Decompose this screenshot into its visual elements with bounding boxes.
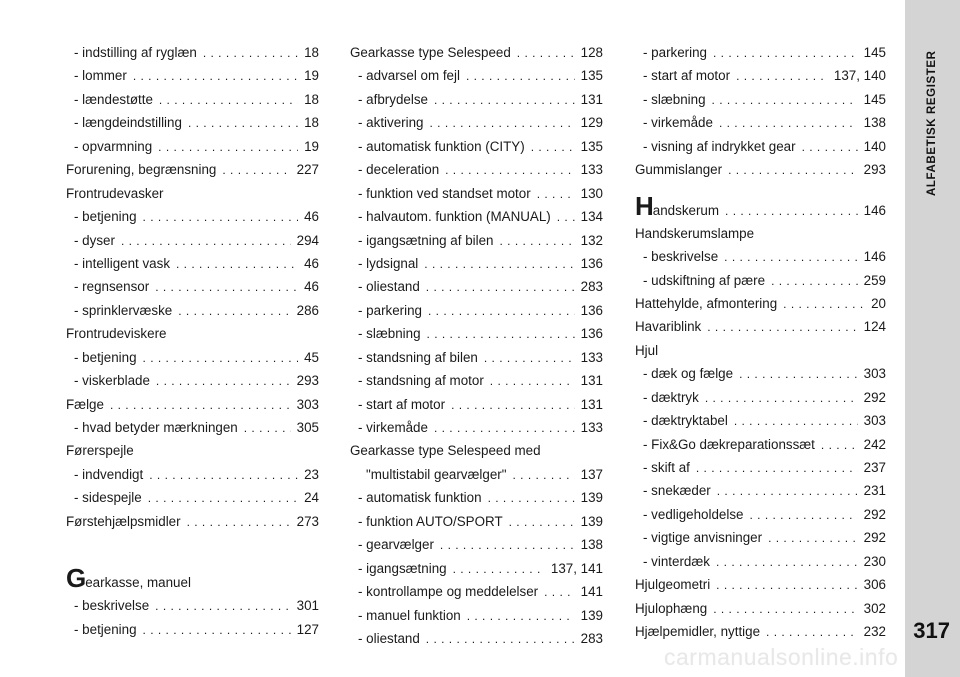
dot-leader: [158, 136, 298, 159]
index-entry: [635, 158, 886, 181]
entry-label: - halvautom. funktion (MANUAL): [358, 209, 551, 225]
page-ref: 292: [863, 506, 886, 522]
page-ref: 273: [296, 513, 319, 529]
index-subentry: [66, 229, 319, 252]
index-entry: [350, 439, 603, 462]
index-subentry: [350, 158, 603, 181]
index-subentry: [350, 463, 603, 486]
index-subentry: [350, 229, 603, 252]
dot-leader: [133, 65, 298, 88]
dot-leader: [712, 89, 858, 112]
page-ref: 136: [580, 326, 603, 342]
page-ref: 136: [580, 255, 603, 271]
index-subentry: [66, 369, 319, 392]
page-ref: 46: [304, 209, 319, 225]
section-sidebar: [905, 0, 960, 677]
page-ref: 45: [304, 349, 319, 365]
dot-leader: [707, 316, 857, 339]
page-ref: 303: [296, 396, 319, 412]
page-ref: 302: [863, 600, 886, 616]
index-subentry: [66, 299, 319, 322]
entry-label: Handskerumslampe: [635, 225, 755, 241]
page-ref: 137, 140: [833, 68, 886, 84]
page-ref: 237: [863, 460, 886, 475]
page-ref: 130: [580, 185, 603, 201]
dot-leader: [222, 159, 290, 182]
page-ref: 140: [863, 138, 886, 154]
page-ref: 19: [304, 138, 319, 154]
entry-label: - snekæder: [643, 483, 711, 499]
entry-label: - betjening: [74, 349, 137, 365]
page-ref: 146: [863, 202, 886, 218]
entry-label: - oliestand: [358, 279, 420, 295]
index-subentry: [350, 182, 603, 205]
dot-leader: [531, 136, 575, 159]
page-ref: 303: [863, 413, 886, 429]
dot-leader: [716, 574, 857, 597]
index-entry: [635, 292, 886, 315]
page-ref: 303: [863, 366, 886, 382]
dot-leader: [434, 417, 575, 440]
page-ref: 146: [863, 249, 886, 265]
entry-label: - regnsensor: [74, 279, 150, 295]
page-ref: 128: [580, 45, 603, 60]
heading-label: [66, 563, 191, 598]
dot-leader: [155, 595, 290, 618]
page-ref: 232: [863, 624, 886, 640]
index-entry: [635, 573, 886, 596]
dot-leader: [484, 347, 575, 370]
entry-label: - oliestand: [358, 630, 420, 646]
page-ref: 136: [580, 302, 603, 318]
dot-leader: [719, 112, 858, 135]
dot-leader: [143, 347, 299, 370]
dot-leader: [451, 394, 575, 417]
entry-label: - deceleration: [358, 162, 440, 178]
index-entry: [66, 158, 319, 181]
dot-leader: [768, 527, 858, 550]
page-ref: 20: [871, 295, 886, 311]
index-subentry: [350, 393, 603, 416]
entry-label: - advarsel om fejl: [358, 68, 460, 84]
index-subentry: [350, 604, 603, 627]
dot-leader: [766, 621, 858, 644]
entry-label: - start af motor: [358, 396, 446, 412]
dot-leader: [557, 206, 575, 229]
dot-leader: [544, 581, 575, 604]
entry-label: - dyser: [74, 232, 115, 248]
index-entry: [350, 41, 603, 64]
dot-leader: [424, 253, 574, 276]
entry-label: - viskerblade: [74, 373, 150, 389]
entry-label: "multistabil gearvælger": [366, 466, 507, 482]
index-entry: [66, 322, 319, 345]
index-entry: [635, 620, 886, 643]
index-subentry: [350, 627, 603, 650]
page-ref: 230: [863, 553, 886, 569]
entry-label: - virkemåde: [643, 115, 713, 131]
entry-label: - betjening: [74, 209, 137, 225]
page-ref: 127: [296, 621, 319, 637]
index-subentry: [350, 416, 603, 439]
index-subentry: [635, 362, 886, 385]
index-subentry: [635, 526, 886, 549]
dot-leader: [143, 206, 299, 229]
dot-leader: [467, 605, 575, 628]
entry-label: Gummislanger: [635, 162, 723, 178]
dot-leader: [426, 628, 575, 651]
index-entry: [66, 439, 319, 462]
page-ref: 138: [580, 537, 603, 553]
entry-label: Førstehjælpsmidler: [66, 513, 181, 529]
index-subentry: [635, 245, 886, 268]
dot-leader: [490, 370, 575, 393]
entry-label: - intelligent vask: [74, 255, 171, 271]
index-subentry: [350, 369, 603, 392]
index-subentry: [350, 510, 603, 533]
dot-leader: [188, 112, 298, 135]
dot-leader: [244, 417, 291, 440]
heading-rest: earkasse, manuel: [85, 575, 191, 591]
dot-leader: [734, 410, 858, 433]
page-ref: 134: [580, 209, 603, 225]
page-ref: 305: [296, 420, 319, 435]
page-ref: 133: [580, 349, 603, 365]
index-subentry: [635, 64, 886, 87]
dot-leader: [466, 65, 575, 88]
index-column-3: [635, 41, 886, 644]
entry-label: - sprinklervæske: [74, 302, 173, 318]
entry-label: - standsning af motor: [358, 373, 484, 389]
index-entry: [635, 597, 886, 620]
entry-label: - lommer: [74, 68, 127, 84]
index-subentry: [66, 416, 319, 439]
index-column-2: [350, 41, 603, 650]
page-ref: 18: [304, 45, 319, 60]
entry-label: - vigtige anvisninger: [643, 530, 763, 546]
dot-leader: [736, 65, 828, 88]
index-entry: [66, 510, 319, 533]
entry-label: Hattehylde, afmontering: [635, 295, 778, 311]
index-subentry: [350, 322, 603, 345]
dot-leader: [509, 511, 575, 534]
page-ref: 46: [304, 255, 319, 271]
index-entry: [635, 315, 886, 338]
dot-leader: [717, 480, 858, 503]
entry-label: Frontrudevasker: [66, 185, 164, 201]
entry-label: - automatisk funktion (CITY): [358, 138, 525, 154]
page-ref: 133: [580, 162, 603, 178]
index-subentry: [66, 594, 319, 617]
index-subentry: [66, 618, 319, 641]
page-ref: 141: [580, 584, 603, 600]
entry-label: - gearvælger: [358, 537, 434, 553]
entry-label: Forurening, begrænsning: [66, 162, 217, 178]
index-subentry: [66, 205, 319, 228]
entry-label: - beskrivelse: [74, 598, 150, 614]
section-gap: [635, 182, 886, 191]
index-subentry: [66, 88, 319, 111]
index-subentry: [350, 557, 603, 580]
index-subentry: [635, 409, 886, 432]
entry-label: - parkering: [358, 302, 423, 318]
entry-label: - afbrydelse: [358, 91, 428, 107]
index-subentry: [635, 269, 886, 292]
entry-label: - lændestøtte: [74, 91, 153, 107]
page-ref: 131: [580, 373, 603, 389]
index-subentry: [66, 252, 319, 275]
entry-label: - igangsætning af bilen: [358, 232, 494, 248]
entry-label: - start af motor: [643, 68, 731, 84]
index-subentry: [635, 550, 886, 573]
index-subentry: [350, 486, 603, 509]
dot-leader: [513, 464, 575, 487]
section-heading: [635, 191, 886, 222]
index-subentry: [350, 580, 603, 603]
dot-leader: [426, 276, 575, 299]
page-ref: 23: [304, 466, 319, 482]
index-subentry: [635, 41, 886, 64]
index-subentry: [350, 275, 603, 298]
entry-label: - automatisk funktion: [358, 490, 482, 506]
index-column-1: [66, 41, 319, 641]
index-subentry: [635, 135, 886, 158]
dot-leader: [499, 230, 574, 253]
dot-leader: [705, 387, 858, 410]
entry-label: Fælge: [66, 396, 104, 412]
page-ref: 145: [863, 91, 886, 107]
entry-label: - vinterdæk: [643, 553, 710, 569]
entry-label: Hjul: [635, 342, 659, 358]
dot-leader: [156, 370, 291, 393]
page-ref: 133: [580, 420, 603, 435]
page-ref: 231: [863, 483, 886, 499]
page-ref: 131: [580, 91, 603, 107]
dot-leader: [159, 89, 298, 112]
page-ref: 137: [580, 466, 603, 482]
index-subentry: [635, 433, 886, 456]
dot-leader: [728, 159, 858, 182]
page-ref: 24: [304, 490, 319, 506]
entry-label: - standsning af bilen: [358, 349, 478, 365]
section-gap: [66, 533, 319, 563]
index-subentry: [350, 205, 603, 228]
entry-label: - betjening: [74, 621, 137, 637]
page-ref: 283: [580, 279, 603, 295]
dot-leader: [143, 619, 291, 642]
entry-label: Frontrudeviskere: [66, 326, 167, 342]
page-ref: 294: [296, 232, 319, 248]
entry-label: - dæktryk: [643, 389, 699, 405]
page-ref: 139: [580, 490, 603, 506]
entry-label: - hvad betyder mærkningen: [74, 420, 238, 435]
page-ref: 139: [580, 607, 603, 623]
entry-label: - visning af indrykket gear: [643, 138, 796, 154]
page-ref: 292: [863, 389, 886, 405]
entry-label: Førerspejle: [66, 443, 134, 459]
entry-label: - funktion ved standset motor: [358, 185, 531, 201]
dot-leader: [802, 136, 858, 159]
entry-label: - skift af: [643, 460, 690, 475]
entry-label: - udskiftning af pære: [643, 272, 766, 288]
page-number: 317: [913, 618, 950, 643]
section-title: ALFABETISK REGISTER: [926, 50, 938, 196]
index-subentry: [350, 533, 603, 556]
entry-label: - indstilling af ryglæn: [74, 45, 197, 60]
entry-label: - manuel funktion: [358, 607, 461, 623]
page-ref: 131: [580, 396, 603, 412]
index-subentry: [350, 64, 603, 87]
index-subentry: [635, 111, 886, 134]
entry-label: - dæktryktabel: [643, 413, 728, 429]
page-ref: 138: [863, 115, 886, 131]
section-heading: [66, 563, 319, 594]
page-ref: 18: [304, 91, 319, 107]
page-ref: 306: [863, 577, 886, 593]
index-subentry: [350, 88, 603, 111]
dot-leader: [771, 270, 858, 293]
entry-label: - slæbning: [643, 91, 706, 107]
index-subentry: [635, 479, 886, 502]
dot-leader: [430, 112, 575, 135]
dot-leader: [783, 293, 865, 316]
entry-label: - kontrollampe og meddelelser: [358, 584, 539, 600]
dot-leader: [445, 159, 575, 182]
dot-leader: [148, 487, 298, 510]
entry-label: - længdeindstilling: [74, 115, 182, 131]
dot-leader: [517, 42, 575, 65]
page-ref: 135: [580, 68, 603, 84]
entry-label: Hjælpemidler, nyttige: [635, 624, 761, 640]
page-ref: 18: [304, 115, 319, 131]
entry-label: - funktion AUTO/SPORT: [358, 513, 503, 529]
dot-leader: [713, 42, 858, 65]
dot-leader: [739, 363, 858, 386]
dot-leader: [713, 598, 857, 621]
page-ref: 132: [580, 232, 603, 248]
entry-label: - beskrivelse: [643, 249, 719, 265]
dot-leader: [176, 253, 298, 276]
page-ref: 286: [296, 302, 319, 318]
dot-leader: [427, 323, 575, 346]
entry-label: Gearkasse type Selespeed: [350, 45, 511, 60]
dot-leader: [453, 558, 545, 581]
dot-leader: [440, 534, 575, 557]
heading-rest: andskerum: [652, 202, 720, 218]
index-subentry: [350, 135, 603, 158]
entry-label: Hjulgeometri: [635, 577, 711, 593]
index-subentry: [66, 463, 319, 486]
index-subentry: [66, 111, 319, 134]
index-entry: [66, 182, 319, 205]
index-subentry: [66, 64, 319, 87]
entry-label: - slæbning: [358, 326, 421, 342]
page-ref: 139: [580, 513, 603, 529]
dot-leader: [724, 246, 857, 269]
entry-label: - Fix&Go dækreparationssæt: [643, 436, 815, 452]
page-ref: 137, 141: [550, 560, 603, 576]
dot-leader: [121, 230, 291, 253]
index-subentry: [66, 486, 319, 509]
page-ref: 135: [580, 138, 603, 154]
watermark: carmanualsonline.info: [664, 644, 899, 670]
index-subentry: [635, 456, 886, 479]
heading-initial: H: [635, 190, 653, 221]
entry-label: - dæk og fælge: [643, 366, 734, 382]
page-ref: 227: [296, 162, 319, 178]
entry-label: Hjulophæng: [635, 600, 708, 616]
index-subentry: [635, 503, 886, 526]
page-ref: 293: [863, 162, 886, 178]
dot-leader: [696, 457, 858, 480]
index-entry: [635, 339, 886, 362]
index-subentry: [66, 346, 319, 369]
dot-leader: [178, 300, 290, 323]
entry-label: - lydsignal: [358, 255, 419, 271]
dot-leader: [203, 42, 298, 65]
dot-leader: [488, 487, 575, 510]
dot-leader: [155, 276, 298, 299]
index-subentry: [350, 111, 603, 134]
dot-leader: [434, 89, 575, 112]
entry-label: - opvarmning: [74, 138, 153, 154]
index-entry: [66, 393, 319, 416]
heading-initial: G: [66, 563, 86, 594]
entry-label: - virkemåde: [358, 420, 428, 435]
entry-label: - indvendigt: [74, 466, 144, 482]
index-subentry: [350, 299, 603, 322]
page-ref: 293: [296, 373, 319, 389]
entry-label: - sidespejle: [74, 490, 142, 506]
index-subentry: [66, 275, 319, 298]
dot-leader: [428, 300, 575, 323]
entry-label: Havariblink: [635, 319, 702, 335]
entry-label: Gearkasse type Selespeed med: [350, 443, 541, 459]
dot-leader: [187, 511, 291, 534]
entry-label: - parkering: [643, 45, 708, 60]
entry-label: - aktivering: [358, 115, 424, 131]
index-subentry: [635, 88, 886, 111]
page-ref: 129: [580, 115, 603, 131]
page-ref: 283: [580, 630, 603, 646]
dot-leader: [110, 394, 291, 417]
index-subentry: [635, 386, 886, 409]
index-subentry: [66, 135, 319, 158]
dot-leader: [750, 504, 858, 527]
page-ref: 145: [863, 45, 886, 60]
page-ref: 124: [863, 319, 886, 335]
dot-leader: [716, 551, 858, 574]
entry-label: - igangsætning: [358, 560, 447, 576]
page-ref: 301: [296, 598, 319, 614]
page-ref: 259: [863, 272, 886, 288]
page-ref: 242: [863, 436, 886, 452]
heading-label: [635, 191, 719, 226]
dot-leader: [821, 434, 858, 457]
dot-leader: [537, 183, 575, 206]
page-ref: 19: [304, 68, 319, 84]
page-ref: 292: [863, 530, 886, 546]
index-subentry: [350, 346, 603, 369]
entry-label: - vedligeholdelse: [643, 506, 744, 522]
dot-leader: [149, 464, 298, 487]
index-subentry: [66, 41, 319, 64]
page-ref: 46: [304, 279, 319, 295]
index-subentry: [350, 252, 603, 275]
